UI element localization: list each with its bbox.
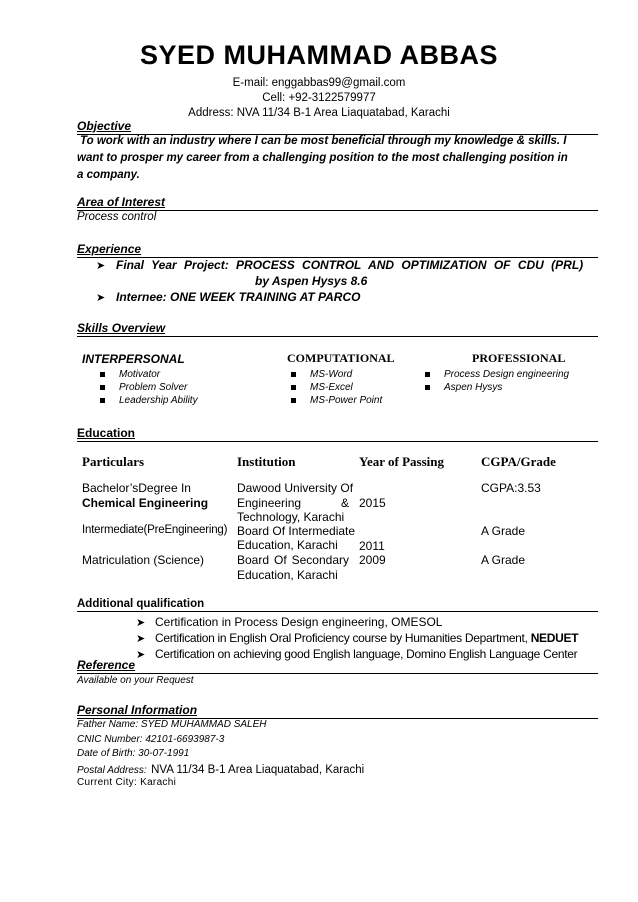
personal-city: Current City: Karachi (77, 777, 177, 788)
education-col-institution: Institution (237, 454, 296, 469)
square-bullet-icon (100, 385, 105, 390)
personal-father: Father Name: SYED MUHAMMAD SALEH (77, 719, 267, 730)
personal-postal: Postal Address: NVA 11/34 B-1 Area Liaquatabad, Karachi (77, 764, 365, 776)
table-cell: Education, Karachi (237, 568, 338, 582)
skill-item: Aspen Hysys (425, 382, 502, 393)
arrow-bullet-icon: ➤ (136, 633, 146, 645)
additional-item-2-org: NEDUET (530, 631, 579, 645)
square-bullet-icon (291, 398, 296, 403)
table-cell: CGPA:3.53 (481, 481, 541, 495)
table-cell: Chemical Engineering (82, 496, 209, 510)
personal-dob: Date of Birth: 30-07-1991 (77, 748, 190, 759)
table-cell: Intermediate(PreEngineering) (82, 524, 228, 536)
skill-item: Problem Solver (100, 382, 187, 393)
interest-heading: Area of Interest (77, 195, 598, 211)
skill-item: MS-Excel (291, 382, 353, 393)
education-col-year: Year of Passing (359, 454, 444, 469)
additional-item-2: Certification in English Oral Proficiency course by Humanities Department, NEDUET (155, 631, 579, 645)
skills-professional-title: PROFESSIONAL (472, 351, 566, 365)
skill-item: MS-Power Point (291, 395, 382, 406)
skills-heading: Skills Overview (77, 321, 598, 337)
contact-address: Address: NVA 11/34 B-1 Area Liaquatabad, Karachi (188, 107, 450, 119)
objective-heading: Objective (77, 119, 598, 135)
arrow-bullet-icon: ➤ (96, 292, 106, 304)
table-cell: Dawood University Of (237, 481, 354, 495)
experience-item-2: Internee: ONE WEEK TRAINING AT PARCO (116, 290, 361, 304)
table-cell: 2011 (359, 539, 385, 553)
square-bullet-icon (291, 385, 296, 390)
education-heading: Education (77, 426, 598, 442)
square-bullet-icon (100, 398, 105, 403)
square-bullet-icon (425, 385, 430, 390)
table-cell: A Grade (481, 553, 526, 567)
table-cell: Matriculation (Science) (82, 553, 205, 567)
candidate-name: SYED MUHAMMAD ABBAS (140, 40, 498, 70)
table-cell: Technology, Karachi (237, 510, 345, 524)
skills-computational-title: COMPUTATIONAL (287, 351, 395, 365)
skill-item: MS-Word (291, 369, 352, 380)
square-bullet-icon (100, 372, 105, 377)
table-cell: A Grade (481, 524, 526, 538)
education-col-particulars: Particulars (82, 454, 145, 469)
square-bullet-icon (291, 372, 296, 377)
additional-item-3: Certification on achieving good English language, Domino English Language Center (155, 647, 578, 661)
skill-item: Process Design engineering (425, 369, 569, 380)
table-cell: Bachelor’sDegree In (82, 481, 191, 495)
table-cell: Education, Karachi (237, 538, 338, 552)
additional-item-1: Certification in Process Design engineering, OMESOL (155, 615, 443, 629)
arrow-bullet-icon: ➤ (136, 617, 146, 629)
reference-heading: Reference (77, 658, 598, 674)
skills-interpersonal-title: INTERPERSONAL (82, 352, 185, 366)
interest-text: Process control (77, 211, 157, 223)
arrow-bullet-icon: ➤ (136, 649, 146, 661)
reference-text: Available on your Request (77, 675, 194, 686)
table-cell: 2015 (359, 496, 386, 510)
contact-cell: Cell: +92-3122579977 (262, 92, 376, 104)
personal-cnic: CNIC Number: 42101-6693987-3 (77, 734, 225, 745)
objective-line-3: a company. (77, 169, 140, 181)
square-bullet-icon (425, 372, 430, 377)
experience-heading: Experience (77, 242, 598, 258)
table-cell: 2009 (359, 553, 386, 567)
contact-email: E-mail: enggabbas99@gmail.com (232, 77, 406, 89)
objective-line-1: To work with an industry where I can be most beneficial through my knowledge & skills. I (80, 135, 567, 147)
table-cell: Board Of Secondary (237, 553, 349, 567)
table-cell: Engineering & (237, 496, 349, 510)
experience-item-1-detail: by Aspen Hysys 8.6 (255, 274, 368, 288)
personal-heading: Personal Information (77, 703, 598, 719)
arrow-bullet-icon: ➤ (96, 260, 106, 272)
table-cell: Board Of Intermediate (237, 524, 356, 538)
additional-heading: Additional qualification (77, 598, 598, 612)
experience-item-1: Final Year Project: PROCESS CONTROL AND OPTIMIZATION OF CDU (PRL) (116, 258, 584, 272)
education-col-grade: CGPA/Grade (481, 454, 556, 469)
skill-item: Motivator (100, 369, 160, 380)
objective-line-2: want to prosper my career from a challenging position to the most challenging position in (77, 152, 568, 164)
skill-item: Leadership Ability (100, 395, 198, 406)
